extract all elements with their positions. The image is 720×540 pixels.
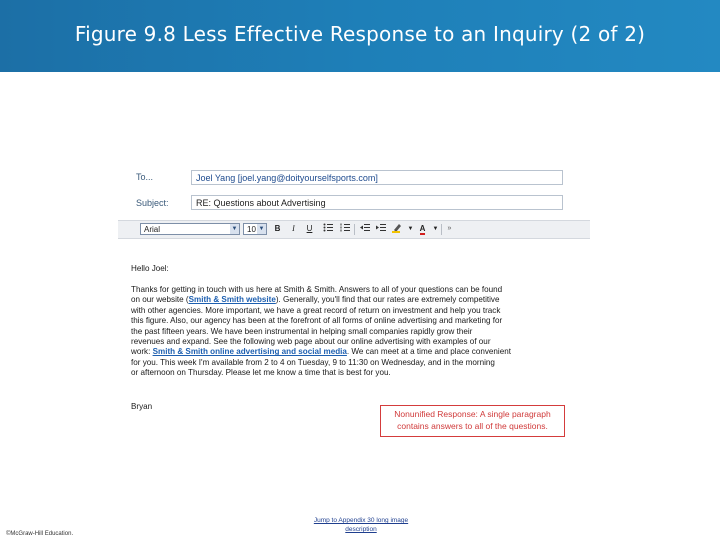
message-line: for you. This week I'm available from 2 to 4 on Tuesday, 9 to 11:30 on Wednesday, and in the morning <box>131 357 495 367</box>
message-line: or afternoon on Thursday. Please let me know a time that is best for you. <box>131 368 391 378</box>
bold-button[interactable]: B <box>274 224 281 233</box>
message-line: the past fifteen years. We have been instrumental in helping small companies rapidly grow their <box>131 326 473 336</box>
outdent-icon <box>360 223 370 232</box>
toolbar-divider <box>441 224 442 235</box>
message-line: revenues and expand. See the following web page about our online advertising with examples of our <box>131 337 491 347</box>
outdent-button[interactable] <box>358 223 371 235</box>
bulleted-list-button[interactable] <box>321 223 334 235</box>
message-line: work: Smith & Smith online advertising and social media. We can meet at a time and place convenient <box>131 347 511 357</box>
to-button[interactable]: To... <box>136 172 154 182</box>
numbered-list-icon <box>340 223 350 232</box>
chevron-down-icon: ▼ <box>231 226 238 232</box>
greeting: Hello Joel: <box>131 264 169 273</box>
copyright-notice: ©McGraw-Hill Education. <box>6 531 74 537</box>
signature: Bryan <box>131 402 153 411</box>
font-size-value: 10 <box>247 225 256 234</box>
message-paragraph <box>131 285 571 379</box>
online-advertising-link[interactable]: Smith & Smith online advertising and social media <box>152 347 347 357</box>
website-link[interactable]: Smith & Smith website <box>188 295 276 305</box>
annotation-callout <box>380 405 565 437</box>
link-line: Jump to Appendix 30 long image <box>313 517 409 524</box>
indent-button[interactable] <box>374 223 387 235</box>
page-title: Figure 9.8 Less Effective Response to an Inquiry (2 of 2) <box>74 22 646 46</box>
message-line: this figure. Also, our agency has been at the forefront of all forms of online advertising and marketing for <box>131 316 503 326</box>
underline-button[interactable]: U <box>306 224 313 233</box>
subject-field[interactable]: RE: Questions about Advertising <box>191 195 563 210</box>
title-banner <box>0 0 720 72</box>
link-line: description <box>345 526 377 533</box>
highlight-button[interactable] <box>391 223 404 235</box>
email-compose-window <box>118 166 596 441</box>
toolbar-divider <box>354 224 355 235</box>
bulleted-list-icon <box>323 223 333 232</box>
more-options-button[interactable]: » <box>447 225 452 232</box>
font-color-icon: A <box>419 224 426 233</box>
highlight-icon <box>392 223 404 233</box>
font-family-value: Arial <box>144 225 161 234</box>
font-family-select[interactable] <box>140 223 240 235</box>
indent-icon <box>376 223 386 232</box>
formatting-toolbar <box>118 220 590 239</box>
subject-label: Subject: <box>136 198 169 208</box>
message-line: with other agencies. More important, we have a great record of return on investment and help you track <box>131 305 501 315</box>
chevron-down-icon[interactable]: ▼ <box>407 226 414 232</box>
callout-line: Nonunified Response: A single paragraph <box>394 409 551 419</box>
numbered-list-button[interactable] <box>338 223 351 235</box>
font-color-button[interactable] <box>416 223 429 235</box>
callout-line: contains answers to all of the questions. <box>397 420 548 431</box>
chevron-down-icon: ▼ <box>258 226 265 232</box>
message-line: on our website (Smith & Smith website). Generally, you'll find that our rates are extremely competitive <box>131 295 500 305</box>
chevron-down-icon[interactable]: ▼ <box>432 226 439 232</box>
font-size-select[interactable] <box>243 223 267 235</box>
long-description-link[interactable] <box>296 516 426 534</box>
italic-button[interactable]: I <box>292 224 295 233</box>
message-line: Thanks for getting in touch with us here at Smith & Smith. Answers to all of your questions can be found <box>131 285 503 294</box>
to-field[interactable]: Joel Yang [joel.yang@doityourselfsports.com] <box>191 170 563 185</box>
